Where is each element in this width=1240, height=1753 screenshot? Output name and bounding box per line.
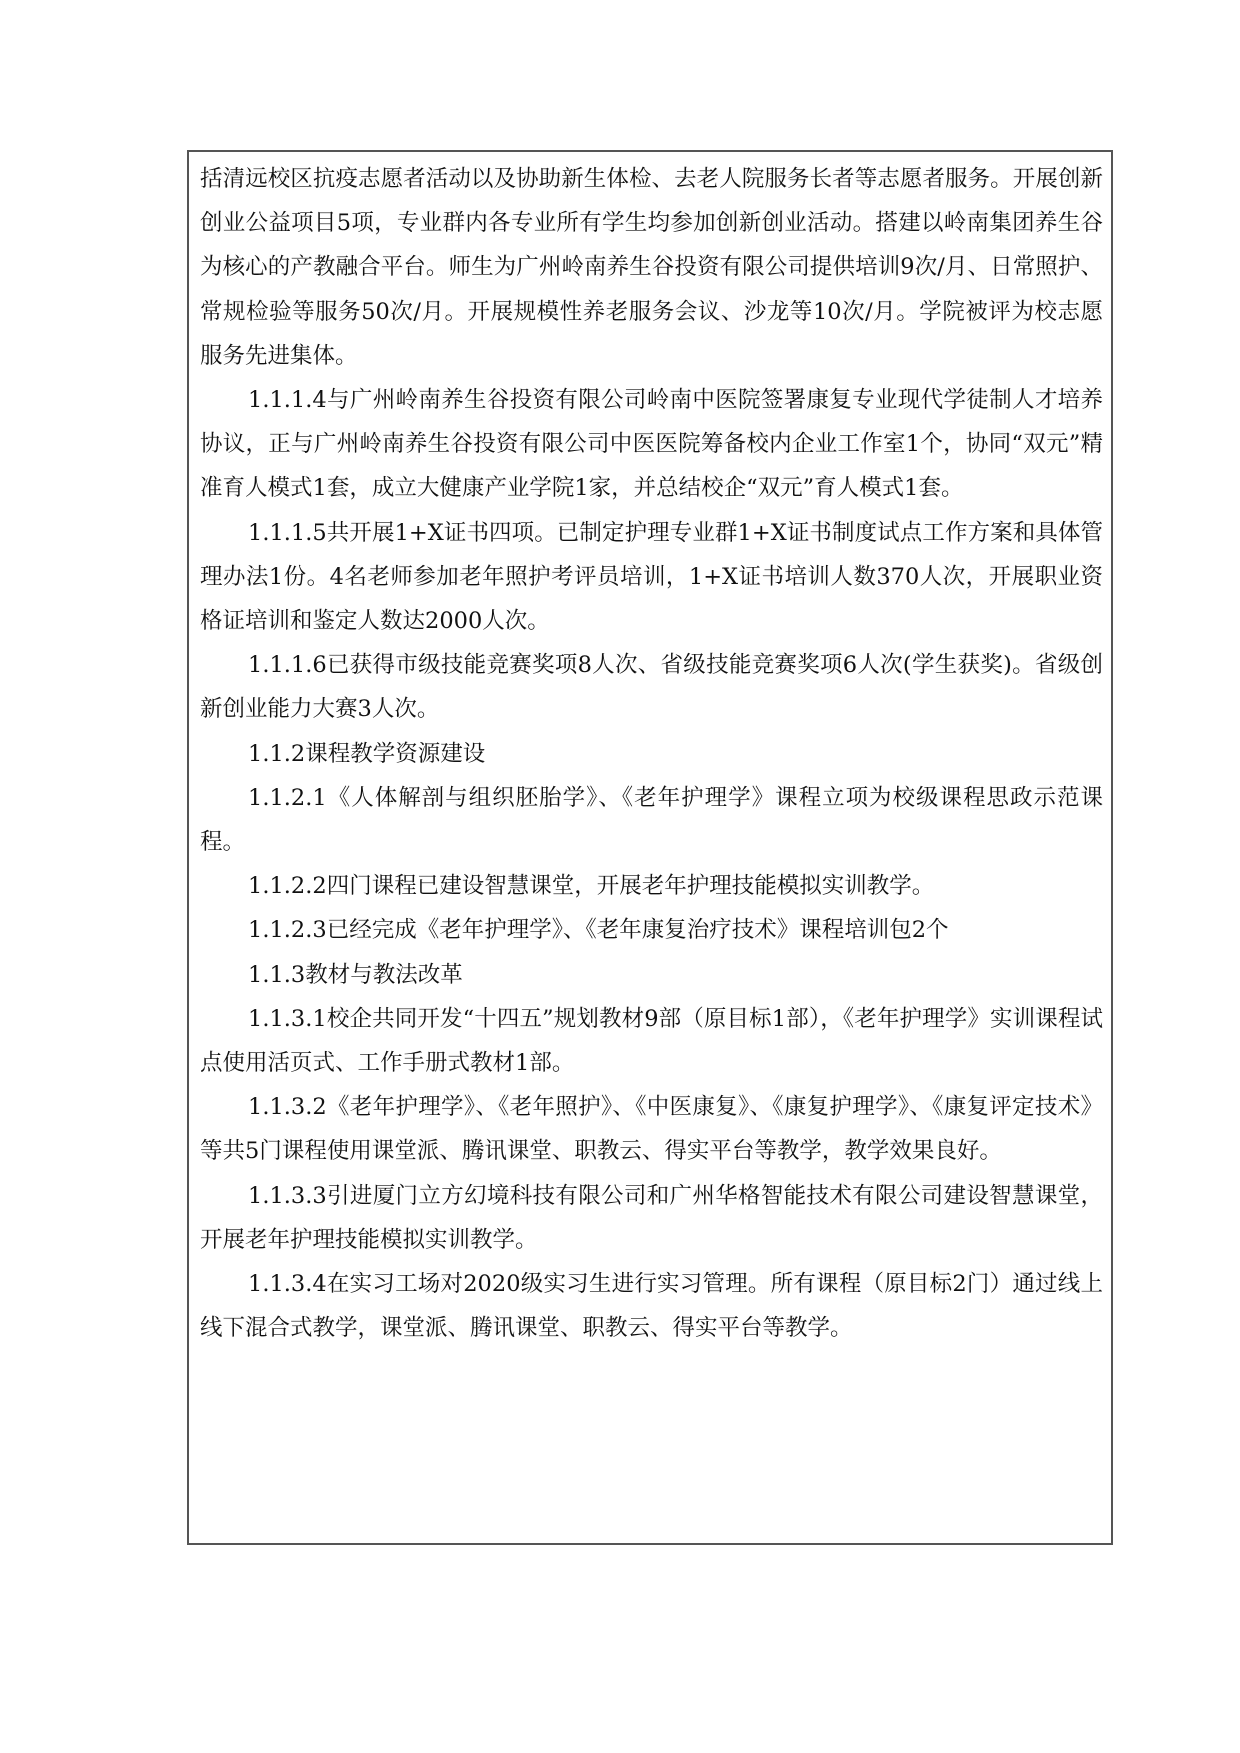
paragraph-1-1-2-2: 1.1.2.2四门课程已建设智慧课堂，开展老年护理技能模拟实训教学。 bbox=[248, 873, 935, 900]
paragraph-1-1-2-3: 1.1.2.3已经完成《老年护理学》、《老年康复治疗技术》课程培训包2个 bbox=[248, 917, 949, 944]
paragraph-1-1-3-2: 1.1.3.2《老年护理学》、《老年照护》、《中医康复》、《康复护理学》、《康复评定技术》等共5门课程使用课堂派、腾讯课堂、职教云、得实平台等教学，教学效果良好。 bbox=[200, 1094, 1103, 1165]
paragraph-1-1-1-5: 1.1.1.5共开展1+X证书四项。已制定护理专业群1+X证书制度试点工作方案和具体管理办法1份。4名老师参加老年照护考评员培训，1+X证书培训人数370人次，开展职业资格证培训和鉴定人数达2000人次。 bbox=[200, 519, 1103, 635]
paragraph-1-1-3-4: 1.1.3.4在实习工场对2020级实习生进行实习管理。所有课程（原目标2门）通过线上线下混合式教学，课堂派、腾讯课堂、职教云、得实平台等教学。 bbox=[200, 1271, 1103, 1342]
paragraph-1-1-3-1: 1.1.3.1校企共同开发“十四五”规划教材9部（原目标1部），《老年护理学》实训课程试点使用活页式、工作手册式教材1部。 bbox=[200, 1005, 1103, 1077]
table-cell-frame bbox=[187, 150, 1113, 1545]
paragraph-1-1-1-4: 1.1.1.4与广州岭南养生谷投资有限公司岭南中医院签署康复专业现代学徒制人才培养协议，正与广州岭南养生谷投资有限公司中医医院筹备校内企业工作室1个，协同“双元”精准育人模式1套，成立大健康产业学院1家，并总结校企“双元”育人模式1套。 bbox=[200, 387, 1103, 502]
paragraph-1-1-1-6: 1.1.1.6已获得市级技能竞赛奖项8人次、省级技能竞赛奖项6人次(学生获奖)。省级创新创业能力大赛3人次。 bbox=[200, 652, 1103, 723]
cell-content bbox=[200, 157, 1103, 1350]
paragraph-1-1-3-3: 1.1.3.3引进厦门立方幻境科技有限公司和广州华格智能技术有限公司建设智慧课堂，开展老年护理技能模拟实训教学。 bbox=[200, 1182, 1103, 1253]
paragraph-1-1-2-1: 1.1.2.1《人体解剖与组织胚胎学》、《老年护理学》课程立项为校级课程思政示范课程。 bbox=[200, 784, 1103, 856]
paragraph-continuation: 括清远校区抗疫志愿者活动以及协助新生体检、去老人院服务长者等志愿者服务。开展创新创业公益项目5项，专业群内各专业所有学生均参加创新创业活动。搭建以岭南集团养生谷为核心的产教融合平台。师生为广州岭南养生谷投资有限公司提供培训9次/月、日常照护、常规检验等服务50次/月。开展规模性养老服务会议、沙龙等10次/月。学院被评为校志愿服务先进集体。 bbox=[200, 166, 1103, 369]
heading-1-1-2: 1.1.2课程教学资源建设 bbox=[248, 740, 486, 767]
heading-1-1-3: 1.1.3教材与教法改革 bbox=[248, 961, 463, 988]
